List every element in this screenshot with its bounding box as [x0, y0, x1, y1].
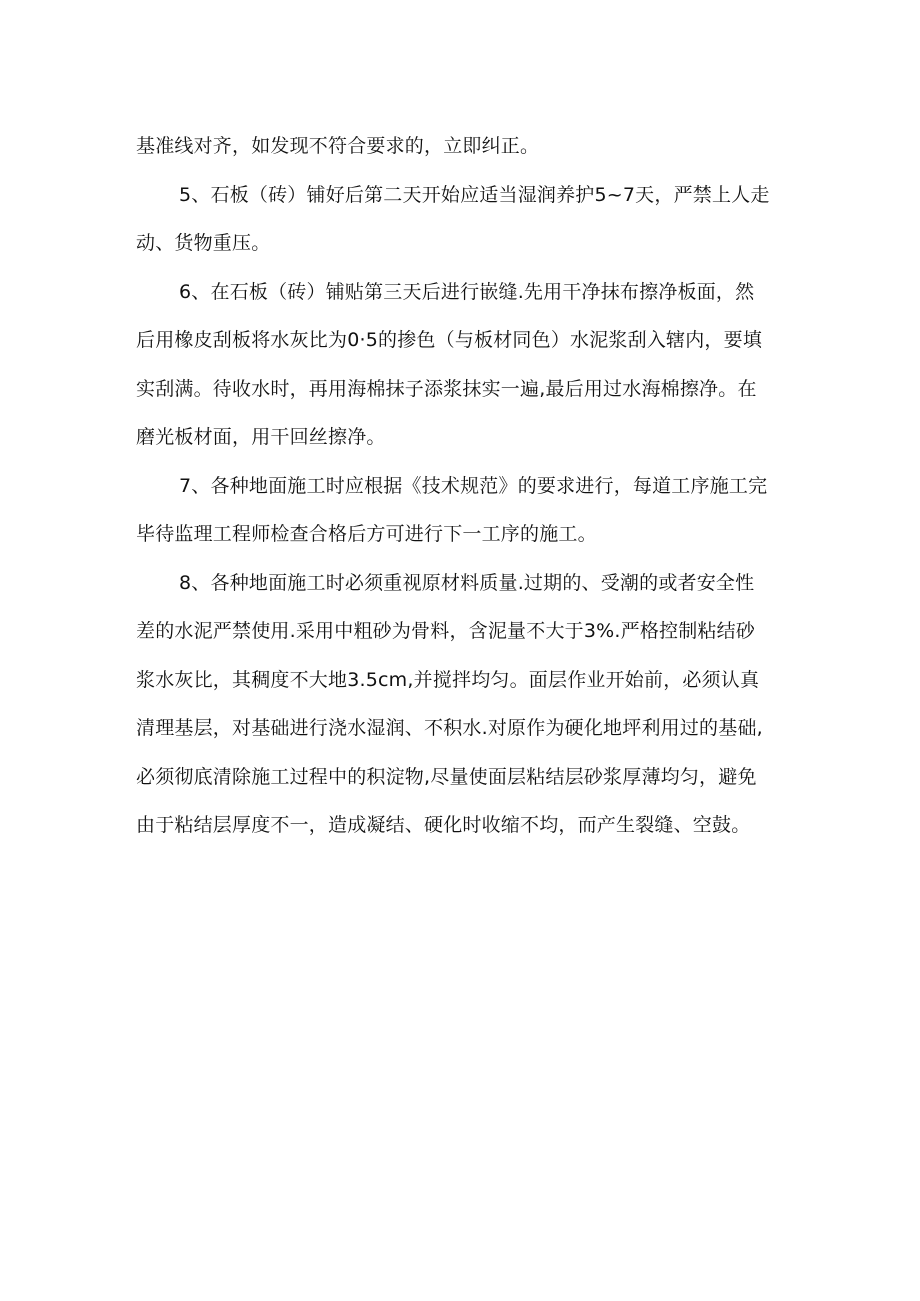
- text-line: 7、各种地面施工时应根据《技术规范》的要求进行，每道工序施工完: [179, 474, 768, 497]
- text-line: 由于粘结层厚度不一，造成凝结、硬化时收缩不均，而产生裂缝、空鼓。: [136, 814, 751, 836]
- text-line: 差的水泥严禁使用.采用中粗砂为骨料，含泥量不大于3%.严格控制粘结砂: [136, 620, 756, 642]
- document-body: [136, 122, 792, 850]
- text-line: 5、石板（砖）铺好后第二天开始应适当湿润养护5~7天，严禁上人走: [179, 183, 770, 206]
- text-line: 6、在石板（砖）铺贴第三天后进行嵌缝.先用干净抹布擦净板面，然: [179, 280, 755, 303]
- text-line: 磨光板材面，用干回丝擦净。: [136, 426, 386, 448]
- text-line: 毕待监理工程师检查合格后方可进行下一工序的施工。: [136, 523, 597, 545]
- text-line: 清理基层，对基础进行浇水湿润、不积水.对原作为硬化地坪利用过的基础,: [136, 717, 763, 739]
- text-line: 后用橡皮刮板将水灰比为0·5的掺色（与板材同色）水泥浆刮入辖内，要填: [136, 329, 763, 351]
- text-line: 必须彻底清除施工过程中的积淀物,尽量使面层粘结层砂浆厚薄均匀，避免: [136, 765, 757, 788]
- text-line: 实刮满。待收水时，再用海棉抹子添浆抹实一遍,最后用过水海棉擦净。在: [136, 377, 757, 400]
- text-line: 8、各种地面施工时必须重视原材料质量.过期的、受潮的或者安全性: [179, 571, 755, 594]
- text-line: 基准线对齐，如发现不符合要求的，立即纠正。: [136, 135, 540, 157]
- text-line: 浆水灰比，其稠度不大地3.5cm,并搅拌均匀。面层作业开始前，必须认真: [136, 668, 760, 691]
- text-line: 动、货物重压。: [136, 232, 271, 254]
